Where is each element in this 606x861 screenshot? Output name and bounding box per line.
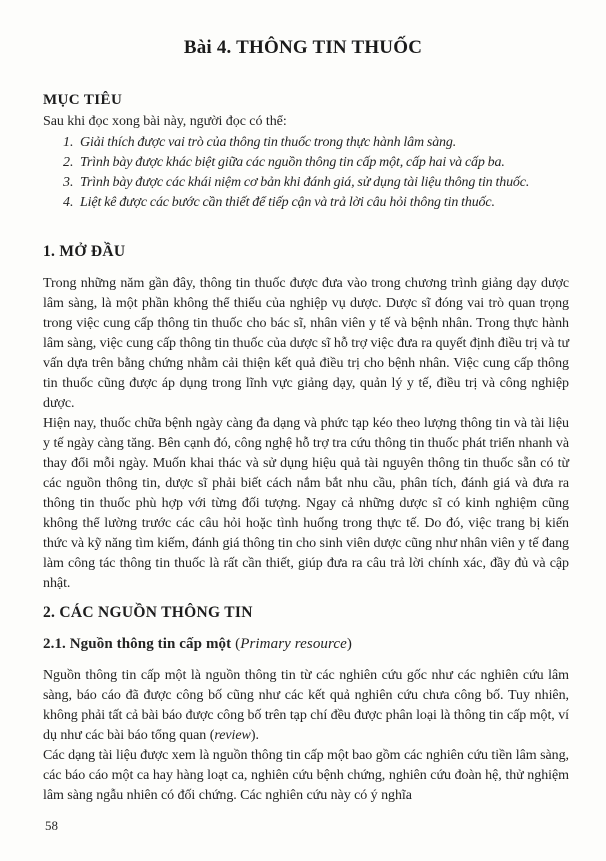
section-heading-sources: 2. CÁC NGUỒN THÔNG TIN [43,604,253,621]
text-column [43,90,569,806]
page-number: 58 [45,818,58,833]
objective-item [63,153,569,173]
objective-text: Giải thích được vai trò của thông tin thuốc trong thực hành lâm sàng. [80,135,457,150]
objective-text: Trình bày được khác biệt giữa các nguồn thông tin cấp một, cấp hai và cấp ba. [80,155,505,170]
intro-paragraph-2: Hiện nay, thuốc chữa bệnh ngày càng đa dạng và phức tạp kéo theo lượng thông tin và tài liệu y tế ngày càng tăng. Bên cạnh đó, công nghệ hỗ trợ tra cứu thông tin thuốc phát triển nhanh và thay đổi mỗi ngày. Muốn khai thác và sử dụng hiệu quả tài nguyên thông tin thuốc sẵn có từ các nguồn thông tin, dược sĩ phải biết cách nắm bắt nhu cầu, phân tích, đánh giá và đưa ra thông tin thuốc phù hợp với từng đối tượng. Ngay cả những dược sĩ có kinh nghiệm cũng không thể lường trước các câu hỏi hoặc tình huống trong thực tế. Do đó, việc trang bị kiến thức và kỹ năng tìm kiếm, đánh giá thông tin cho sinh viên dược cũng như nhân viên y tế đang làm công tác thông tin thuốc là rất cần thiết, giúp đưa ra câu trả lời chính xác, đầy đủ và cập nhật. [43,416,569,591]
subsection-heading-primary-resource [43,634,569,654]
objective-number: 2. [63,155,74,170]
subsection-heading-english: Primary resource [240,636,347,652]
objective-text: Trình bày được các khái niệm cơ bản khi đánh giá, sử dụng tài liệu thông tin thuốc. [80,175,530,190]
objective-number: 3. [63,175,74,190]
sources-paragraph-1-text: Nguồn thông tin cấp một là nguồn thông tin từ các nghiên cứu gốc như các nghiên cứu lâm sàng, báo cáo đã được công bố cũng như các kết quả nghiên cứu chưa công bố. Tuy nhiên, không phải tất cả bài báo được công bố trên tạp chí đều được phân loại là thông tin cấp một, ví dụ như các bài báo tổng quan ( [43,668,569,743]
subsection-paren-open: ( [231,636,241,652]
objective-number: 4. [63,195,74,210]
objective-item [63,133,569,153]
page-title: Bài 4. THÔNG TIN THUỐC [183,37,423,58]
objective-item [63,173,569,193]
objectives-intro: Sau khi đọc xong bài này, người đọc có thể: [43,114,287,129]
objective-item [63,193,569,213]
sources-paragraph-1 [43,666,569,746]
objective-text: Liệt kê được các bước cần thiết để tiếp cận và trả lời câu hỏi thông tin thuốc. [80,195,495,210]
objectives-list [43,133,569,213]
intro-paragraph-1: Trong những năm gần đây, thông tin thuốc được đưa vào trong chương trình giảng dạy dược lâm sàng, là một phần không thể thiếu của nghiệp vụ dược. Dược sĩ đóng vai trò quan trọng trong việc cung cấp thông tin thuốc cho bác sĩ, nhân viên y tế và bệnh nhân. Trong thực hành lâm sàng, việc cung cấp thông tin thuốc của dược sĩ hỗ trợ việc đưa ra quyết định điều trị và tư vấn dựa trên bằng chứng nhằm cải thiện kết quả điều trị cho bệnh nhân. Việc cung cấp thông tin thuốc cũng được áp dụng trong lĩnh vực giảng dạy, quản lý y tế, điều trị và công nghiệp dược. [43,276,569,411]
subsection-paren-close: ) [346,636,353,652]
review-italic-term: review [214,728,251,743]
objectives-heading: MỤC TIÊU [43,92,123,108]
sources-paragraph-2: Các dạng tài liệu được xem là nguồn thông tin cấp một bao gồm các nghiên cứu tiền lâm sàng, các báo cáo một ca hay hàng loạt ca, nghiên cứu bệnh chứng, nghiên cứu đoàn hệ, thử nghiệm lâm sàng ngẫu nhiên có đối chứng. Các nghiên cứu này có ý nghĩa [43,748,569,803]
subsection-heading-bold: 2.1. Nguồn thông tin cấp một [43,636,232,652]
sources-paragraph-1-end: ). [250,728,259,743]
objective-number: 1. [63,135,74,150]
section-heading-intro: 1. MỞ ĐẦU [43,243,126,260]
